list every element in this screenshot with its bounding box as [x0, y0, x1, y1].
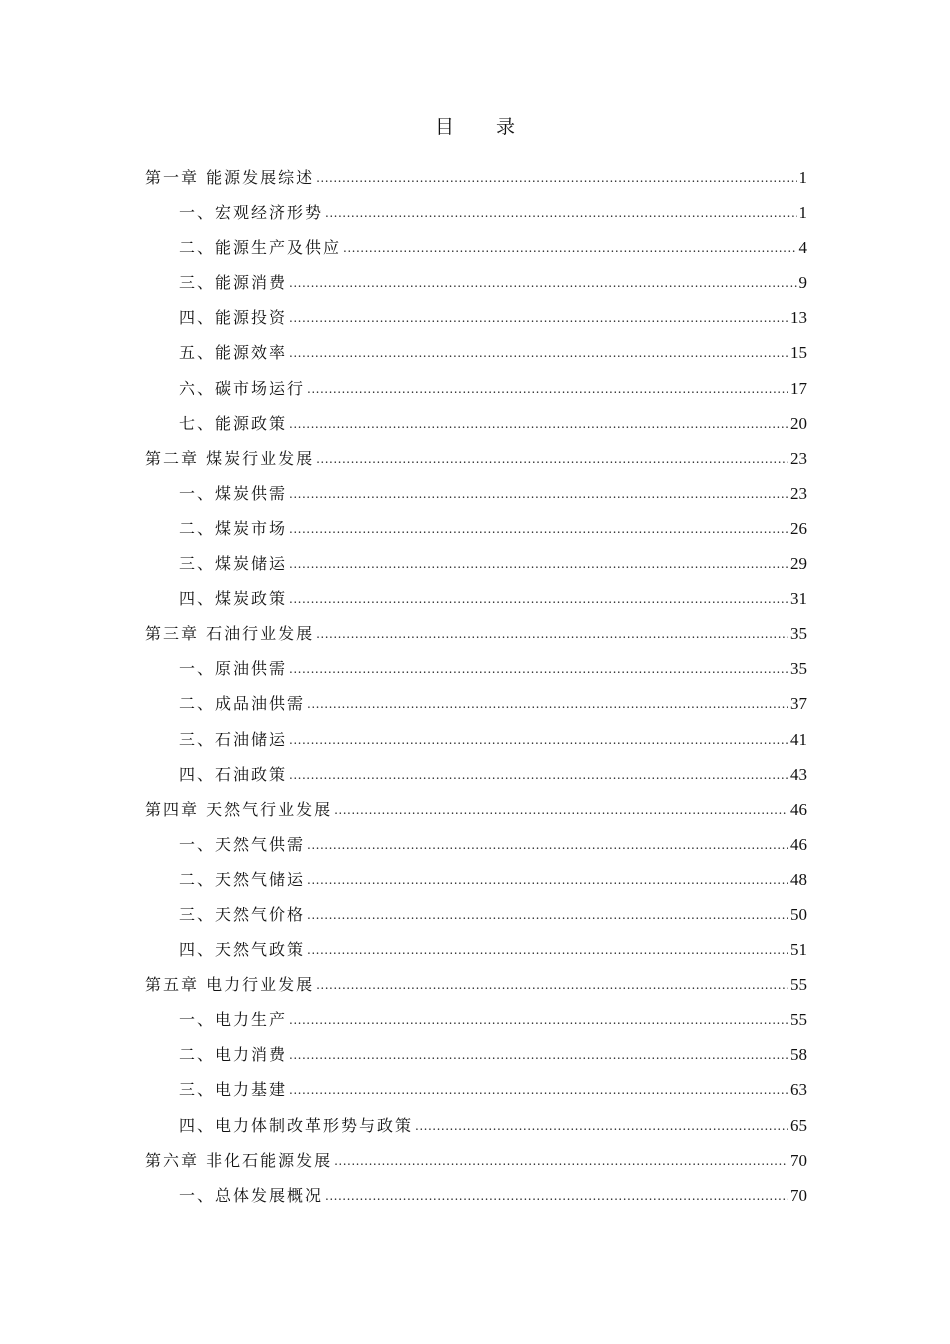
toc-page-number: 51: [790, 940, 807, 960]
toc-section-entry[interactable]: [145, 195, 807, 230]
toc-page-number: 70: [790, 1150, 807, 1170]
toc-dot-leader: [289, 758, 788, 793]
toc-section-entry[interactable]: [145, 265, 807, 300]
toc-page-number: 15: [790, 343, 807, 363]
toc-entry-label: 四、煤炭政策: [179, 589, 288, 609]
table-of-contents: [145, 160, 807, 1213]
toc-entry-label: 二、电力消费: [179, 1045, 288, 1065]
toc-dot-leader: [415, 1109, 788, 1144]
toc-section-entry[interactable]: [145, 1108, 807, 1143]
toc-dot-leader: [289, 407, 788, 442]
toc-page-number: 13: [790, 308, 807, 328]
toc-page-number: 17: [790, 378, 807, 398]
toc-dot-leader: [289, 547, 788, 582]
toc-entry-label: 三、天然气价格: [179, 904, 306, 924]
toc-entry-label: 第四章 天然气行业发展: [145, 799, 333, 819]
toc-section-entry[interactable]: [145, 651, 807, 686]
toc-dot-leader: [334, 793, 788, 828]
toc-dot-leader: [289, 301, 788, 336]
toc-section-entry[interactable]: [145, 827, 807, 862]
toc-section-entry[interactable]: [145, 686, 807, 721]
toc-dot-leader: [289, 1003, 788, 1038]
toc-dot-leader: [289, 266, 796, 301]
toc-page-number: 63: [790, 1080, 807, 1100]
toc-section-entry[interactable]: [145, 862, 807, 897]
toc-page-number: 55: [790, 975, 807, 995]
toc-dot-leader: [307, 898, 788, 933]
toc-entry-label: 一、煤炭供需: [179, 483, 288, 503]
toc-section-entry[interactable]: [145, 230, 807, 265]
toc-page-number: 23: [790, 448, 807, 468]
toc-entry-label: 一、电力生产: [179, 1010, 288, 1030]
toc-dot-leader: [307, 863, 788, 898]
toc-page-number: 46: [790, 834, 807, 854]
toc-page-number: 43: [790, 764, 807, 784]
toc-page-number: 35: [790, 624, 807, 644]
toc-page-number: 58: [790, 1045, 807, 1065]
toc-chapter-entry[interactable]: [145, 967, 807, 1002]
toc-page-number: 37: [790, 694, 807, 714]
toc-page-number: 46: [790, 799, 807, 819]
toc-page-number: 23: [790, 483, 807, 503]
toc-section-entry[interactable]: [145, 1072, 807, 1107]
toc-dot-leader: [289, 512, 788, 547]
toc-entry-label: 第二章 煤炭行业发展: [145, 448, 315, 468]
toc-page-number: 48: [790, 869, 807, 889]
page-title: 目 录: [434, 116, 534, 138]
toc-dot-leader: [289, 652, 788, 687]
toc-entry-label: 三、石油储运: [179, 729, 288, 749]
toc-dot-leader: [316, 968, 788, 1003]
toc-entry-label: 七、能源政策: [179, 413, 288, 433]
toc-entry-label: 一、宏观经济形势: [179, 203, 324, 223]
toc-chapter-entry[interactable]: [145, 1143, 807, 1178]
toc-dot-leader: [289, 1038, 788, 1073]
toc-section-entry[interactable]: [145, 1178, 807, 1213]
toc-section-entry[interactable]: [145, 511, 807, 546]
toc-entry-label: 三、能源消费: [179, 273, 288, 293]
toc-page-number: 9: [798, 273, 807, 293]
toc-section-entry[interactable]: [145, 300, 807, 335]
toc-entry-label: 一、天然气供需: [179, 834, 306, 854]
toc-dot-leader: [334, 1144, 788, 1179]
toc-dot-leader: [325, 196, 796, 231]
toc-entry-label: 六、碳市场运行: [179, 378, 306, 398]
toc-entry-label: 三、煤炭储运: [179, 554, 288, 574]
toc-section-entry[interactable]: [145, 932, 807, 967]
toc-chapter-entry[interactable]: [145, 616, 807, 651]
toc-entry-label: 第一章 能源发展综述: [145, 168, 315, 187]
toc-entry-label: 一、总体发展概况: [179, 1185, 324, 1205]
toc-section-entry[interactable]: [145, 371, 807, 406]
toc-section-entry[interactable]: [145, 335, 807, 370]
toc-entry-label: 二、能源生产及供应: [179, 238, 342, 258]
toc-page-number: 50: [790, 904, 807, 924]
toc-page-number: 70: [790, 1185, 807, 1205]
toc-page-number: 41: [790, 729, 807, 749]
toc-section-entry[interactable]: [145, 1002, 807, 1037]
toc-page-number: 29: [790, 554, 807, 574]
toc-section-entry[interactable]: [145, 757, 807, 792]
toc-entry-label: 二、煤炭市场: [179, 518, 288, 538]
toc-page-number: 26: [790, 518, 807, 538]
toc-entry-label: 第三章 石油行业发展: [145, 624, 315, 644]
toc-entry-label: 四、石油政策: [179, 764, 288, 784]
toc-entry-label: 四、电力体制改革形势与政策: [179, 1115, 414, 1135]
toc-entry-label: 一、原油供需: [179, 659, 288, 679]
toc-page-number: 35: [790, 659, 807, 679]
toc-dot-leader: [289, 582, 788, 617]
toc-section-entry[interactable]: [145, 897, 807, 932]
toc-section-entry[interactable]: [145, 581, 807, 616]
toc-dot-leader: [289, 336, 788, 371]
toc-dot-leader: [307, 372, 788, 407]
toc-section-entry[interactable]: [145, 476, 807, 511]
toc-dot-leader: [343, 231, 796, 266]
toc-page-number: 55: [790, 1010, 807, 1030]
toc-dot-leader: [289, 723, 788, 758]
toc-section-entry[interactable]: [145, 406, 807, 441]
toc-page-number: 20: [790, 413, 807, 433]
toc-chapter-entry[interactable]: [145, 792, 807, 827]
toc-entry-label: 第五章 电力行业发展: [145, 975, 315, 995]
toc-section-entry[interactable]: [145, 546, 807, 581]
toc-dot-leader: [325, 1179, 788, 1214]
toc-chapter-entry[interactable]: [145, 441, 807, 476]
toc-entry-label: 三、电力基建: [179, 1080, 288, 1100]
toc-dot-leader: [307, 933, 788, 968]
toc-section-entry[interactable]: [145, 1037, 807, 1072]
toc-dot-leader: [316, 617, 788, 652]
toc-entry-label: 四、能源投资: [179, 308, 288, 328]
toc-entry-label: 四、天然气政策: [179, 940, 306, 960]
toc-dot-leader: [289, 477, 788, 512]
toc-chapter-entry[interactable]: [145, 160, 807, 195]
toc-page-number: 4: [798, 238, 807, 258]
toc-dot-leader: [316, 161, 796, 196]
toc-section-entry[interactable]: [145, 722, 807, 757]
toc-entry-label: 五、能源效率: [179, 343, 288, 363]
toc-page-number: 65: [790, 1115, 807, 1135]
toc-page-number: 1: [798, 168, 807, 187]
toc-dot-leader: [307, 828, 788, 863]
toc-page-number: 1: [798, 203, 807, 223]
toc-dot-leader: [307, 687, 788, 722]
toc-entry-label: 二、成品油供需: [179, 694, 306, 714]
toc-entry-label: 二、天然气储运: [179, 869, 306, 889]
toc-dot-leader: [316, 442, 788, 477]
toc-dot-leader: [289, 1073, 788, 1108]
toc-page-number: 31: [790, 589, 807, 609]
toc-entry-label: 第六章 非化石能源发展: [145, 1150, 333, 1170]
